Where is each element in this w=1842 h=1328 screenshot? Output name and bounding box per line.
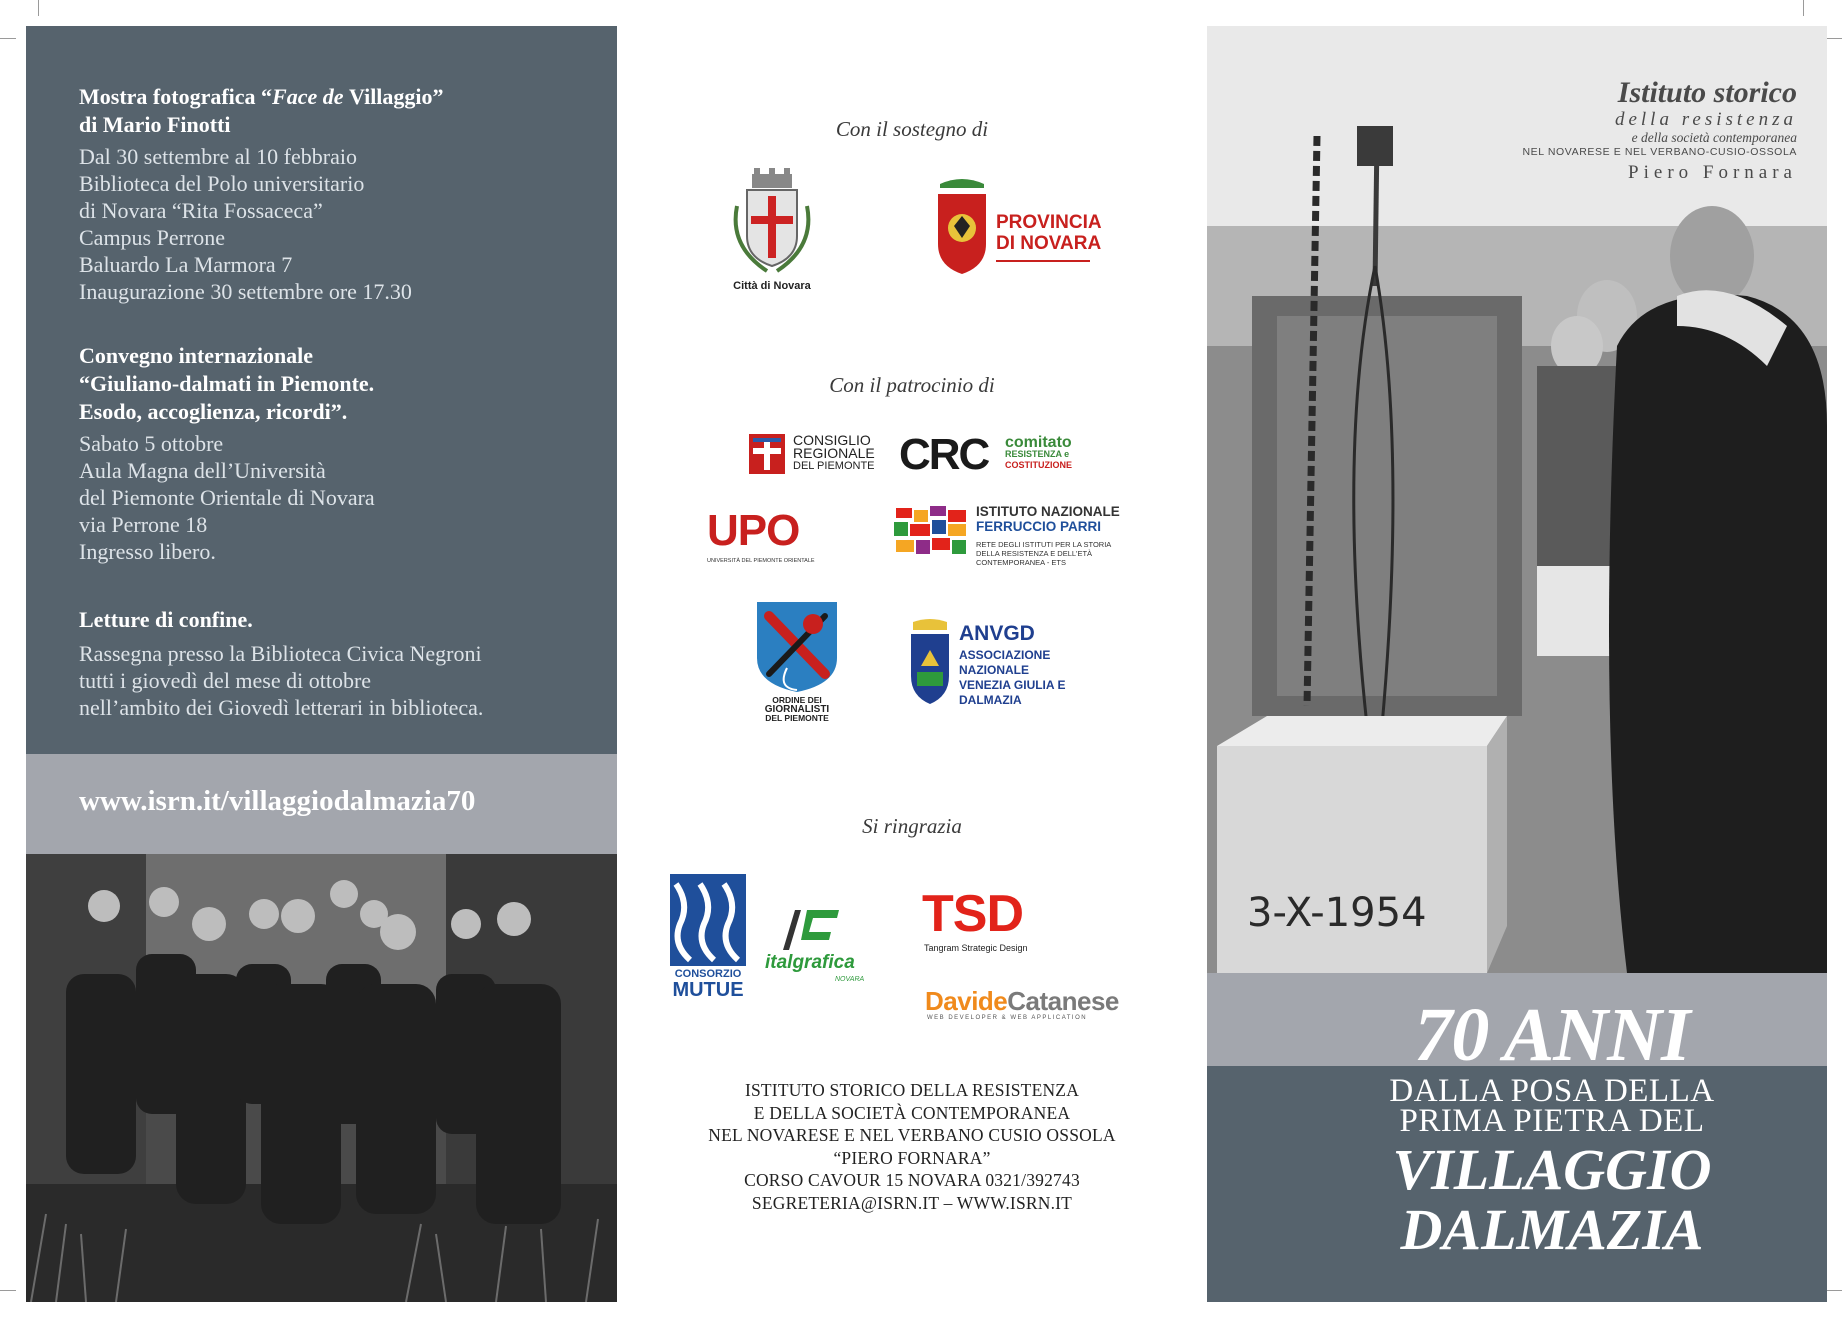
consorzio-mutue-logo: [670, 874, 750, 1004]
microphone-pen-icon: [747, 598, 847, 694]
middle-panel: [617, 26, 1207, 1302]
event-readings: [79, 606, 599, 721]
citta-di-novara-logo: [717, 166, 827, 306]
mutue-waves-icon: [670, 874, 746, 966]
upo-logo: [707, 506, 847, 576]
provincia-underline: [996, 260, 1090, 262]
website-link[interactable]: www.isrn.it/villaggiodalmazia70: [79, 785, 476, 817]
parri-subtitle: RETE DEGLI ISTITUTI PER LA STORIA DELLA RESISTENZA E DELL'ETÀ CONTEMPORANEA - ETS: [976, 540, 1112, 567]
parri-label: ISTITUTO NAZIONALE FERRUCCIO PARRI: [976, 504, 1120, 534]
support-label: Con il sostegno di: [835, 117, 989, 141]
event-info-panel: [26, 26, 617, 754]
consiglio-label: CONSIGLIO REGIONALE DEL PIEMONTE: [793, 432, 875, 472]
event-title: Mostra fotografica “Face de Villaggio”: [79, 84, 444, 109]
event-details: Sabato 5 ottobre Aula Magna dell’Università del Piemonte Orientale di Novara via Perrone 18 Ingresso libero.: [79, 431, 375, 564]
institute-logo: Istituto storico della resistenza e della società contemporanea NEL NOVARESE E NEL VERBANO-CUSIO-OSSOLA Piero Fornara: [1522, 76, 1797, 183]
italgrafica-subtitle: NOVARA: [835, 976, 865, 983]
patronage-label: Con il patrocinio di: [829, 373, 995, 397]
event-exhibition: [79, 83, 599, 305]
left-panel: [26, 26, 617, 1302]
comitato-label: comitato RESISTENZA e COSTITUZIONE: [1005, 434, 1072, 470]
upo-label: UPO: [707, 506, 800, 555]
ferruccio-parri-logo: [892, 504, 1142, 584]
ordine-giornalisti-logo: [747, 598, 857, 728]
crop-mark: [0, 1290, 16, 1291]
consiglio-regionale-logo: [747, 432, 897, 480]
italgrafica-label: italgrafica: [765, 952, 855, 973]
davide-catanese-subtitle: WEB DEVELOPER & WEB APPLICATION: [927, 1015, 1088, 1021]
event-title: Convegno internazionale “Giuliano-dalmati in Piemonte. Esodo, accoglienza, ricordi”.: [79, 343, 375, 424]
crop-mark: [1826, 38, 1842, 39]
citta-di-novara-label: Città di Novara: [733, 280, 811, 292]
ordine-label: ORDINE DEI GIORNALISTI DEL PIEMONTE: [764, 695, 830, 723]
thanks-label: Si ringrazia: [862, 814, 962, 838]
mutue-label: CONSORZIO MUTUE: [672, 968, 744, 1001]
crop-mark: [38, 0, 39, 16]
tsd-label: TSD: [922, 885, 1023, 943]
title-subtitle-line2: PRIMA PIETRA DEL: [1399, 1103, 1705, 1139]
stone-inscription: 3-X-1954: [1247, 890, 1427, 936]
url-bar: [26, 754, 617, 854]
provincia-di-novara-logo: [932, 176, 1102, 306]
title-subtitle-line1: DALLA POSA DELLA: [1389, 1073, 1715, 1109]
group-photo: [26, 854, 617, 1302]
right-panel: [1207, 26, 1827, 1302]
davide-catanese-label: DavideCatanese: [925, 986, 1119, 1016]
anvgd-title: ANVGD: [959, 622, 1035, 645]
crc-logo: [899, 430, 1109, 482]
tsd-logo: [922, 885, 1062, 960]
piemonte-shield-icon: [747, 432, 787, 476]
upo-subtitle: UNIVERSITÀ DEL PIEMONTE ORIENTALE: [707, 558, 815, 564]
event-details: Rassegna presso la Biblioteca Civica Negroni tutti i giovedì del mese di ottobre nell’ambito dei Giovedì letterari in biblioteca.: [79, 641, 484, 720]
davide-catanese-logo: [925, 986, 1155, 1026]
brochure-title: [1337, 994, 1767, 1260]
novara-crest-icon: [717, 166, 827, 276]
anvgd-logo: [907, 616, 1127, 736]
italgrafica-logo: [765, 906, 895, 986]
title-dalmazia: DALMAZIA: [1400, 1197, 1704, 1262]
parri-mosaic-icon: [892, 504, 972, 562]
provincia-label: PROVINCIA DI NOVARA: [996, 212, 1102, 254]
ceremony-photo: [1207, 26, 1827, 973]
tsd-subtitle: Tangram Strategic Design: [924, 943, 1028, 953]
provincia-crest-icon: [932, 176, 992, 276]
italgrafica-mark-icon: [765, 906, 845, 952]
title-villaggio: VILLAGGIO: [1392, 1137, 1712, 1202]
anvgd-crest-icon: [907, 616, 953, 706]
crop-mark: [0, 38, 16, 39]
group-photo-art: [26, 854, 617, 1302]
crop-mark: [1803, 0, 1804, 16]
event-title: Letture di confine.: [79, 607, 253, 632]
title-70-anni: 70 ANNI: [1414, 993, 1690, 1077]
anvgd-subtitle: ASSOCIAZIONE NAZIONALE VENEZIA GIULIA E DALMAZIA: [959, 648, 1066, 707]
crop-mark: [1826, 1290, 1842, 1291]
event-conference: [79, 342, 599, 565]
crc-label: CRC: [899, 430, 989, 479]
institute-contact: ISTITUTO STORICO DELLA RESISTENZA E DELLA SOCIETÀ CONTEMPORANEA NEL NOVARESE E NEL VERBANO CUSIO OSSOLA “PIERO FORNARA” CORSO CAVOUR 15 NOVARA 0321/392743 SEGRETERIA@ISRN.IT – WWW.ISRN.IT: [708, 1080, 1116, 1213]
event-details: Dal 30 settembre al 10 febbraio Biblioteca del Polo universitario di Novara “Rita Fossaceca” Campus Perrone Baluardo La Marmora 7 Inaugurazione 30 settembre ore 17.30: [79, 144, 412, 304]
event-title-line2: di Mario Finotti: [79, 112, 231, 137]
